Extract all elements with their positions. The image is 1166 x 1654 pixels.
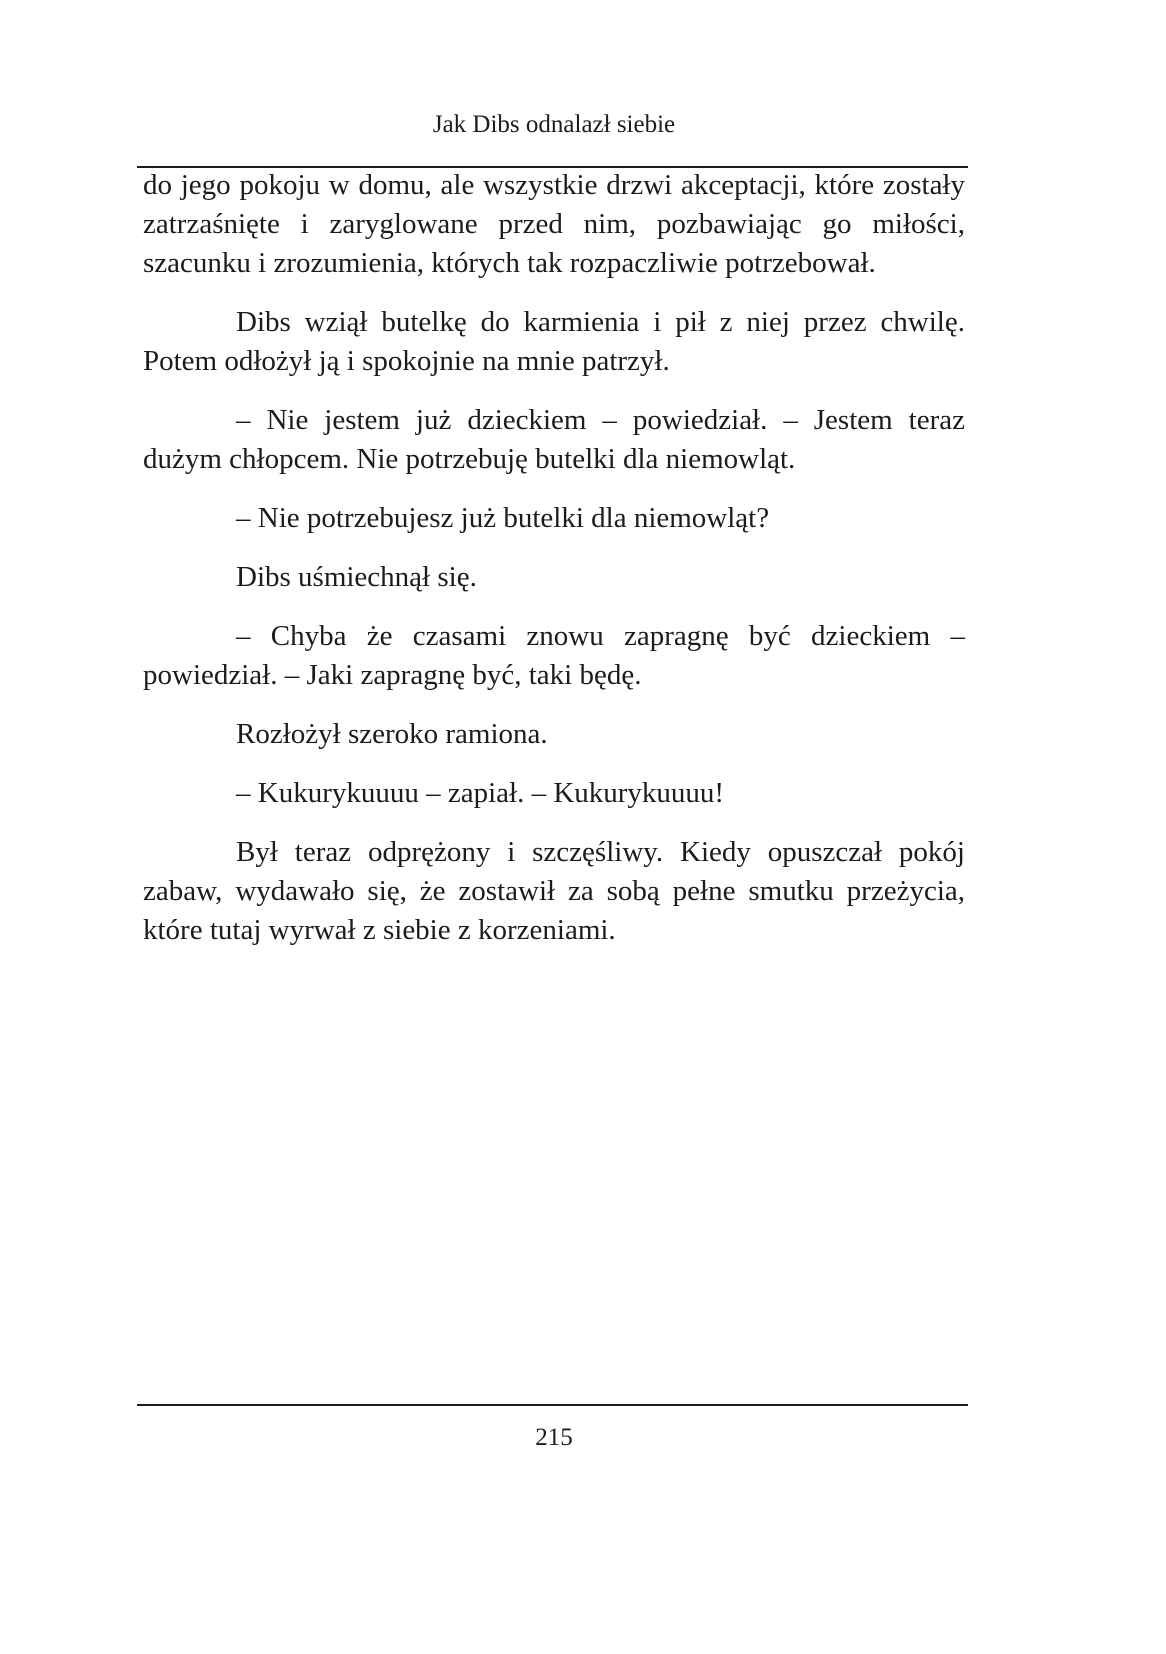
text-line: Dibs wziął butelkę do karmienia i pił z niej przez chwilę.	[236, 306, 965, 338]
paragraph-4	[143, 499, 965, 538]
paragraph-9	[143, 833, 965, 950]
paragraph-1	[143, 166, 965, 283]
text-line: które tutaj wyrwał z siebie z korzeniami.	[143, 914, 616, 946]
text-line: Dibs uśmiechnął się.	[236, 561, 477, 593]
footer-rule	[137, 1404, 968, 1406]
text-line: – Nie potrzebujesz już butelki dla niemowląt?	[236, 502, 770, 534]
text-line: – Nie jestem już dzieckiem – powiedział. – Jestem teraz	[236, 404, 965, 436]
text-line: Rozłożył szeroko ramiona.	[236, 718, 548, 750]
paragraph-6	[143, 617, 965, 695]
page-number: 215	[535, 1424, 573, 1451]
text-line: zabaw, wydawało się, że zostawił za sobą pełne smutku przeżycia,	[143, 875, 965, 907]
text-line: Był teraz odprężony i szczęśliwy. Kiedy opuszczał pokój	[236, 836, 965, 868]
text-line: powiedział. – Jaki zapragnę być, taki będę.	[143, 659, 642, 691]
text-line: – Chyba że czasami znowu zapragnę być dzieckiem –	[236, 620, 965, 652]
text-line: zatrzaśnięte i zaryglowane przed nim, pozbawiając go miłości,	[143, 208, 965, 240]
text-line: Potem odłożył ją i spokojnie na mnie patrzył.	[143, 345, 670, 377]
paragraph-8	[143, 774, 965, 813]
paragraph-7	[143, 715, 965, 754]
body-text	[143, 166, 965, 950]
paragraph-5	[143, 558, 965, 597]
paragraph-3	[143, 401, 965, 479]
text-line: dużym chłopcem. Nie potrzebuję butelki dla niemowląt.	[143, 443, 796, 475]
running-title: Jak Dibs odnalazł siebie	[432, 111, 676, 138]
paragraph-2	[143, 303, 965, 381]
text-line: – Kukurykuuuu – zapiał. – Kukurykuuuu!	[236, 777, 725, 809]
text-line: szacunku i zrozumienia, których tak rozpaczliwie potrzebował.	[143, 247, 876, 279]
text-line: do jego pokoju w domu, ale wszystkie drzwi akceptacji, które zostały	[143, 169, 965, 201]
